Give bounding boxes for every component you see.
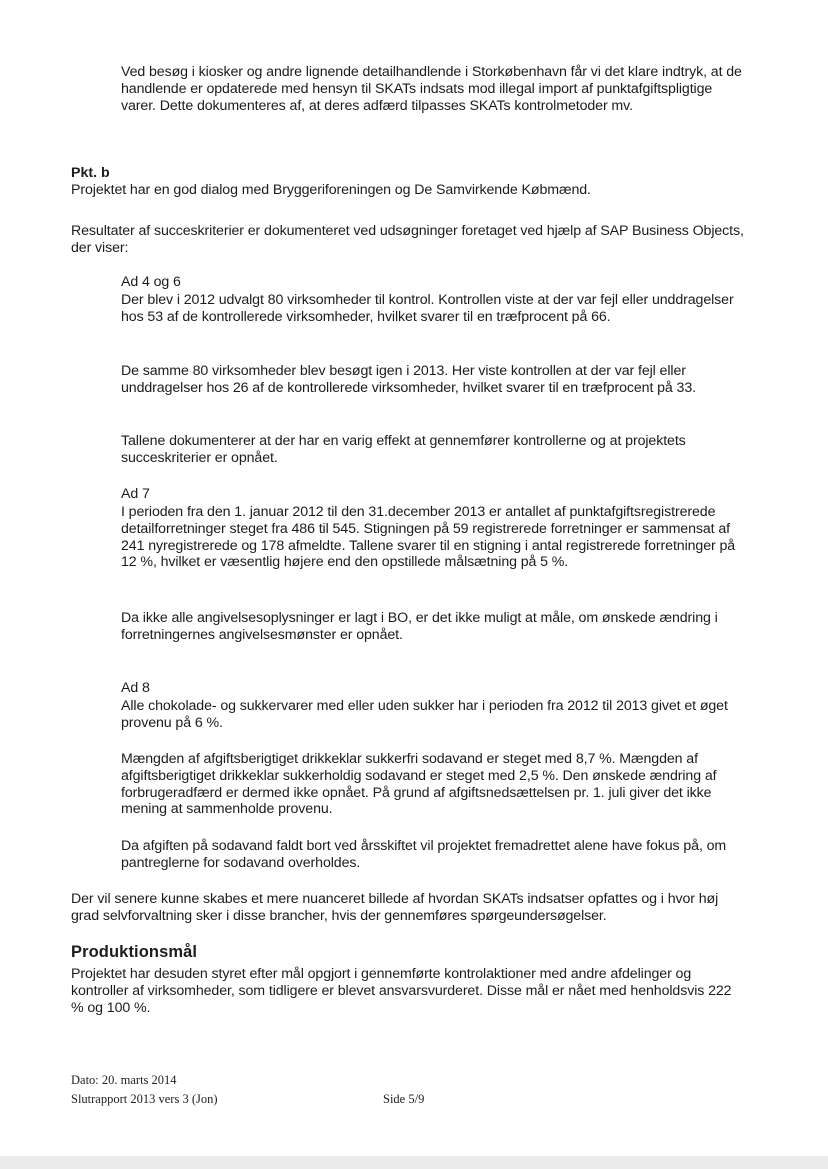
ad-8-paragraph-3: Da afgiften på sodavand faldt bort ved årsskiftet vil projektet fremadrettet alene have fokus på, om pantreglerne for sodavand overholdes. (121, 838, 727, 871)
ad-7-heading: Ad 7 (121, 486, 150, 502)
pkt-b-heading: Pkt. b (71, 165, 110, 181)
intro-paragraph: Ved besøg i kiosker og andre lignende detailhandlende i Storkøbenhavn får vi det klare indtryk, at de handlende er opdaterede med hensyn til SKATs indsats mod illegal import af punktafgiftspligtige varer. Dette dokumenteres af, at deres adfærd tilpasses SKATs kontrolmetoder mv. (121, 64, 742, 114)
closing-paragraph: Der vil senere kunne skabes et mere nuanceret billede af hvordan SKATs indsatser opfattes og i hvor høj grad selvforvaltning sker i disse brancher, hvis der gennemføres spørgeundersøgelser. (71, 891, 719, 924)
ad-7-paragraph-1: I perioden fra den 1. januar 2012 til den 31.december 2013 er antallet af punktafgiftsregistrerede detailforretninger steget fra 486 til 545. Stigningen på 59 registrerede forretninger er sammensat af 241 nyregistrerede og 178 afmeldte. Tallene svarer til en stigning i antal registrerede forretninger på 12 %, hvilket er væsentlig højere end den opstillede målsætning på 5 %. (121, 504, 736, 571)
production-paragraph: Projektet har desuden styret efter mål opgjort i gennemførte kontrolaktioner med andre afdelinger og kontroller af virksomheder, som tidligere er blevet ansvarsvurderet. Disse mål er nået med henholdsvis 222 % og 100 %. (71, 966, 732, 1016)
ad-7-paragraph-2: Da ikke alle angivelsesoplysninger er lagt i BO, er det ikke muligt at måle, om ønskede ændring i forretningernes angivelsesmønster er opnået. (121, 610, 718, 643)
scan-bottom-edge (0, 1156, 828, 1169)
pkt-b-paragraph-2: Resultater af succeskriterier er dokumenteret ved udsøgninger foretaget ved hjælp af SAP Business Objects, der viser: (71, 223, 744, 256)
pkt-b-paragraph-1: Projektet har en god dialog med Bryggeriforeningen og De Samvirkende Købmænd. (71, 182, 591, 198)
ad-8-paragraph-1: Alle chokolade- og sukkervarer med eller uden sukker har i perioden fra 2012 til 2013 givet et øget provenu på 6 %. (121, 698, 728, 731)
footer-date: Dato: 20. marts 2014 (71, 1073, 177, 1087)
production-heading: Produktionsmål (71, 943, 198, 961)
footer-page-number: Side 5/9 (383, 1092, 425, 1106)
ad-4-6-paragraph-1: Der blev i 2012 udvalgt 80 virksomheder til kontrol. Kontrollen viste at der var fejl eller unddragelser hos 53 af de kontrollerede virksomheder, hvilket svarer til en træfprocent på 66. (121, 292, 734, 325)
ad-4-6-paragraph-3: Tallene dokumenterer at der har en varig effekt at gennemfører kontrollerne og at projektets succeskriterier er opnået. (121, 433, 686, 466)
ad-4-6-paragraph-2: De samme 80 virksomheder blev besøgt igen i 2013. Her viste kontrollen at der var fejl eller unddragelser hos 26 af de kontrollerede virksomheder, hvilket svarer til en træfprocent på 33. (121, 363, 696, 396)
ad-4-6-heading: Ad 4 og 6 (121, 274, 181, 290)
ad-8-heading: Ad 8 (121, 680, 150, 696)
ad-8-paragraph-2: Mængden af afgiftsberigtiget drikkeklar sukkerfri sodavand er steget med 8,7 %. Mængden af afgiftsberigtiget drikkeklar sukkerholdig sodavand er steget med 2,5 %. Den ønskede ændring af forbrugeradfærd er dermed ikke opnået. På grund af afgiftsnedsættelsen pr. 1. juli giver det ikke mening at sammenholde provenu. (121, 751, 717, 818)
footer-report-name: Slutrapport 2013 vers 3 (Jon) (71, 1092, 218, 1106)
